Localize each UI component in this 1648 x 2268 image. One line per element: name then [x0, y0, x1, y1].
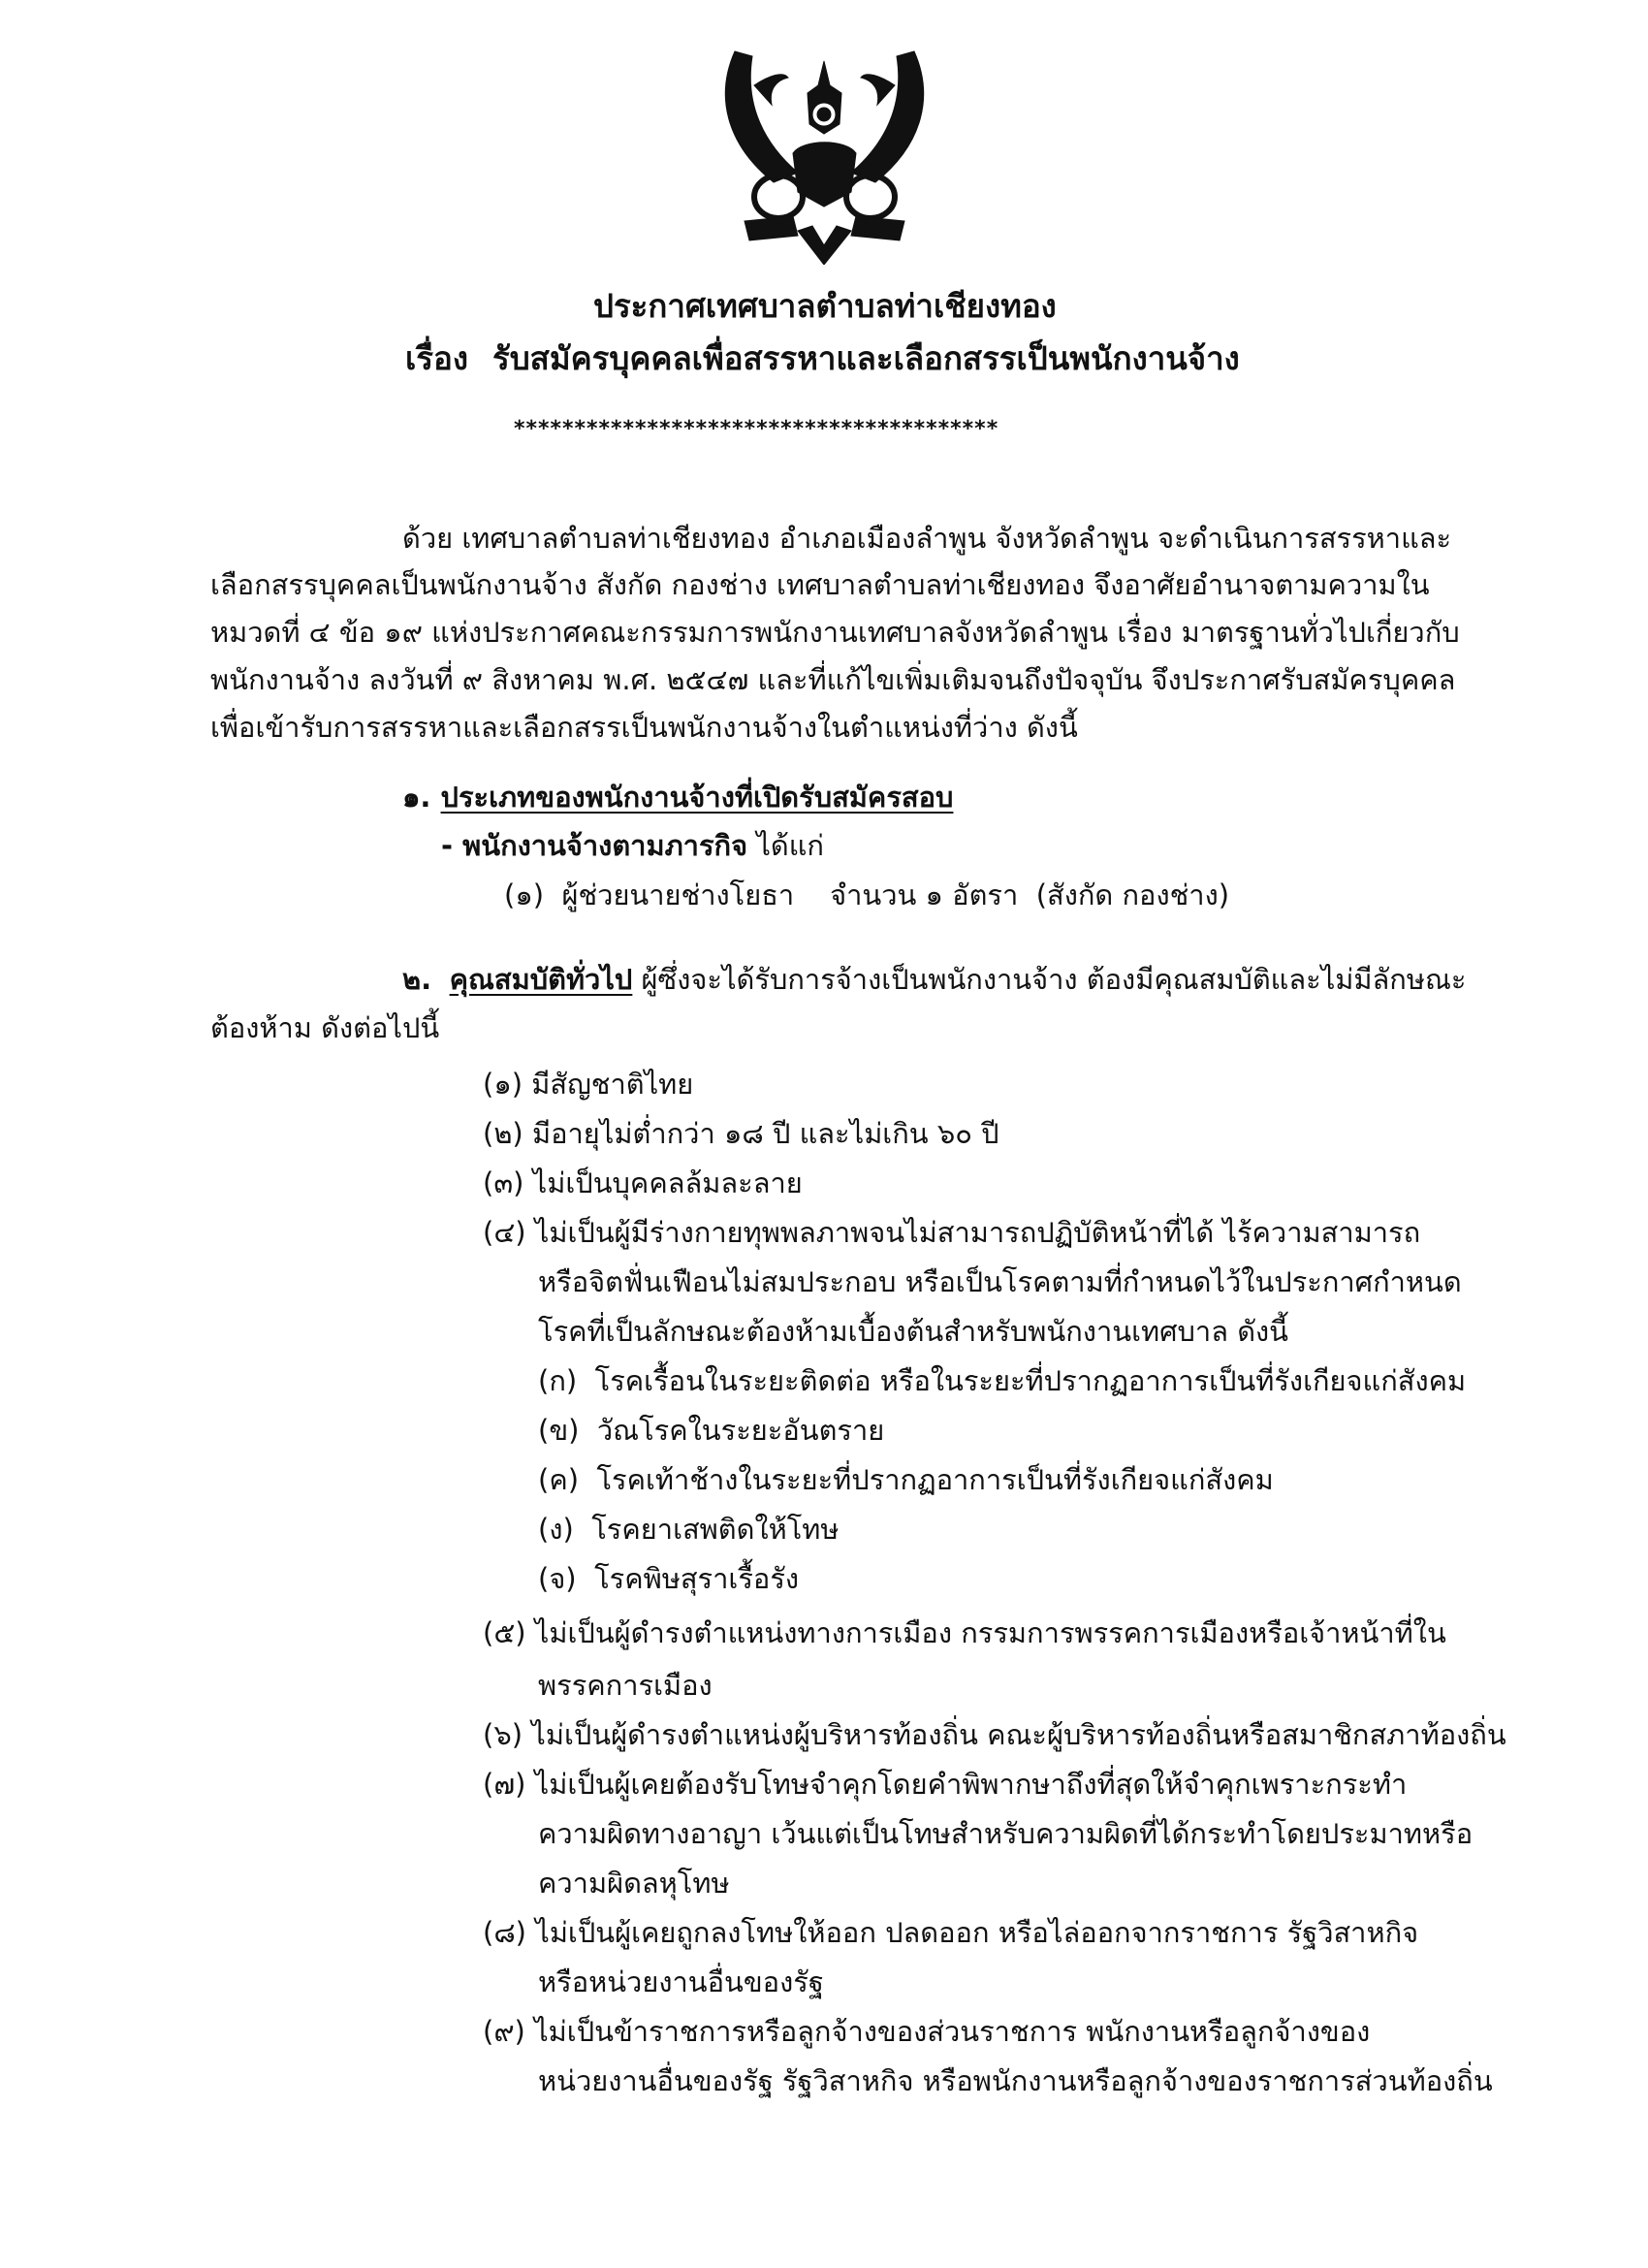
section2-lead-cont: ต้องห้าม ดังต่อไปนี้ [210, 1011, 440, 1044]
qual-text: ไม่เป็นผู้เคยถูกลงโทษให้ออก ปลดออก หรือไล่ออกจากราชการ รัฐวิสาหกิจ [535, 1916, 1419, 1949]
qual-item-4-line-2: หรือจิตฟั่นเฟือนไม่สมประกอบ หรือเป็นโรคตามที่กำหนดไว้ในประกาศกำหนด [538, 1265, 1462, 1298]
qual-text: ไม่เป็นผู้มีร่างกายทุพพลภาพจนไม่สามารถปฏิบัติหน้าที่ได้ ไร้ความสามารถ [534, 1216, 1421, 1249]
qual-item-7-line-3: ความผิดลหุโทษ [538, 1867, 730, 1900]
qual-item-4 [483, 1213, 1420, 1252]
disease-item-e [538, 1559, 799, 1598]
qual-item-5 [483, 1613, 1446, 1652]
position-title: ผู้ช่วยนายช่างโยธา [561, 878, 795, 911]
disease-index: (ง) [538, 1513, 574, 1546]
qual-item-4-line-3: โรคที่เป็นลักษณะต้องห้ามเบื้องต้นสำหรับพนักงานเทศบาล ดังนี้ [538, 1315, 1289, 1348]
qual-item-6 [483, 1715, 1506, 1754]
intro-line-4: พนักงานจ้าง ลงวันที่ ๙ สิงหาคม พ.ศ. ๒๕๔๗ และที่แก้ไขเพิ่มเติมจนถึงปัจจุบัน จึงประกาศรับสมัครบุคคล [210, 663, 1456, 696]
disease-text: โรคเท้าช้างในระยะที่ปรากฏอาการเป็นที่รังเกียจแก่สังคม [596, 1463, 1274, 1496]
qual-item-5-line-2: พรรคการเมือง [538, 1669, 713, 1702]
qual-text: มีสัญชาติไทย [531, 1068, 694, 1101]
qual-item-1 [483, 1065, 693, 1103]
section1-heading [402, 778, 953, 816]
disease-text: โรคเรื้อนในระยะติดต่อ หรือในระยะที่ปรากฏอาการเป็นที่รังเกียจแก่สังคม [594, 1364, 1467, 1397]
disease-index: (ข) [538, 1414, 580, 1447]
qual-text: ไม่เป็นบุคคลล้มละลาย [532, 1166, 803, 1199]
intro-line-2: เลือกสรรบุคคลเป็นพนักงานจ้าง สังกัด กองช่าง เทศบาลตำบลท่าเชียงทอง จึงอาศัยอำนาจตามความใน [210, 568, 1430, 601]
qual-index: (๔) [483, 1216, 526, 1249]
section1-subheading [441, 826, 824, 865]
intro-line-5: เพื่อเข้ารับการสรรหาและเลือกสรรเป็นพนักงานจ้างในตำแหน่งที่ว่าง ดังนี้ [210, 711, 1078, 744]
qual-index: (๙) [483, 2015, 525, 2048]
announcement-title: ประกาศเทศบาลตำบลท่าเชียงทอง [593, 287, 1057, 325]
disease-text: โรคยาเสพติดให้โทษ [591, 1513, 840, 1546]
employee-type: - พนักงานจ้างตามภารกิจ [441, 829, 748, 862]
qual-item-3 [483, 1164, 803, 1202]
disease-item-a [538, 1361, 1466, 1400]
qual-item-9-line-2: หน่วยงานอื่นของรัฐ รัฐวิสาหกิจ หรือพนักงานหรือลูกจ้างของราชการส่วนท้องถิ่น [538, 2064, 1493, 2097]
qual-item-7 [483, 1765, 1407, 1804]
subject-text: รับสมัครบุคคลเพื่อสรรหาและเลือกสรรเป็นพนักงานจ้าง [492, 339, 1240, 377]
disease-text: โรคพิษสุราเรื้อรัง [594, 1562, 800, 1595]
position-count: จำนวน ๑ อัตรา [830, 878, 1019, 911]
section2-lead: ผู้ซึ่งจะได้รับการจ้างเป็นพนักงานจ้าง ต้องมีคุณสมบัติและไม่มีลักษณะ [632, 963, 1467, 996]
position-item [504, 876, 1229, 914]
qual-index: (๒) [483, 1117, 523, 1150]
qual-item-2 [483, 1114, 999, 1153]
position-index: (๑) [504, 878, 545, 911]
disease-item-d [538, 1510, 840, 1549]
qual-text: ไม่เป็นผู้ดำรงตำแหน่งทางการเมือง กรรมการพรรคการเมืองหรือเจ้าหน้าที่ใน [534, 1616, 1446, 1649]
garuda-emblem-icon [715, 37, 934, 265]
qual-text: ไม่เป็นผู้ดำรงตำแหน่งผู้บริหารท้องถิ่น คณะผู้บริหารท้องถิ่นหรือสมาชิกสภาท้องถิ่น [531, 1718, 1506, 1751]
section2-title: คุณสมบัติทั่วไป [449, 963, 633, 996]
section2-number: ๒. [402, 963, 432, 996]
qual-text: ไม่เป็นผู้เคยต้องรับโทษจำคุกโดยคำพิพากษาถึงที่สุดให้จำคุกเพราะกระทำ [534, 1768, 1408, 1801]
qual-item-8 [483, 1913, 1418, 1952]
qual-index: (๗) [483, 1768, 526, 1801]
disease-text: วัณโรคในระยะอันตราย [596, 1414, 885, 1447]
qual-index: (๑) [483, 1068, 523, 1101]
disease-item-b [538, 1411, 884, 1450]
disease-index: (จ) [538, 1562, 577, 1595]
divider-stars: **************************************** [514, 417, 999, 441]
section1-number: ๑. [402, 781, 431, 814]
qual-index: (๘) [483, 1916, 527, 1949]
qual-index: (๖) [483, 1718, 523, 1751]
intro-line-1: ด้วย เทศบาลตำบลท่าเชียงทอง อำเภอเมืองลำพูน จังหวัดลำพูน จะดำเนินการสรรหาและ [402, 522, 1452, 555]
qual-item-7-line-2: ความผิดทางอาญา เว้นแต่เป็นโทษสำหรับความผิดที่ได้กระทำโดยประมาทหรือ [538, 1817, 1474, 1850]
qual-item-8-line-2: หรือหน่วยงานอื่นของรัฐ [538, 1965, 824, 1998]
section2-heading [402, 960, 1466, 999]
intro-line-3: หมวดที่ ๔ ข้อ ๑๙ แห่งประกาศคณะกรรมการพนักงานเทศบาลจังหวัดลำพูน เรื่อง มาตรฐานทั่วไปเกี่ยวกับ [210, 616, 1460, 649]
position-dept: (สังกัด กองช่าง) [1035, 878, 1230, 911]
qual-text: มีอายุไม่ต่ำกว่า ๑๘ ปี และไม่เกิน ๖๐ ปี [531, 1117, 999, 1150]
qual-index: (๓) [483, 1166, 524, 1199]
employee-type-suffix: ได้แก่ [747, 829, 824, 862]
disease-item-c [538, 1460, 1274, 1499]
qual-item-9 [483, 2012, 1370, 2051]
subject-label: เรื่อง [405, 339, 468, 377]
disease-index: (ก) [538, 1364, 578, 1397]
qual-text: ไม่เป็นข้าราชการหรือลูกจ้างของส่วนราชการ พนักงานหรือลูกจ้างของ [534, 2015, 1371, 2048]
qual-index: (๕) [483, 1616, 526, 1649]
disease-index: (ค) [538, 1463, 580, 1496]
section1-title: ประเภทของพนักงานจ้างที่เปิดรับสมัครสอบ [440, 781, 954, 814]
